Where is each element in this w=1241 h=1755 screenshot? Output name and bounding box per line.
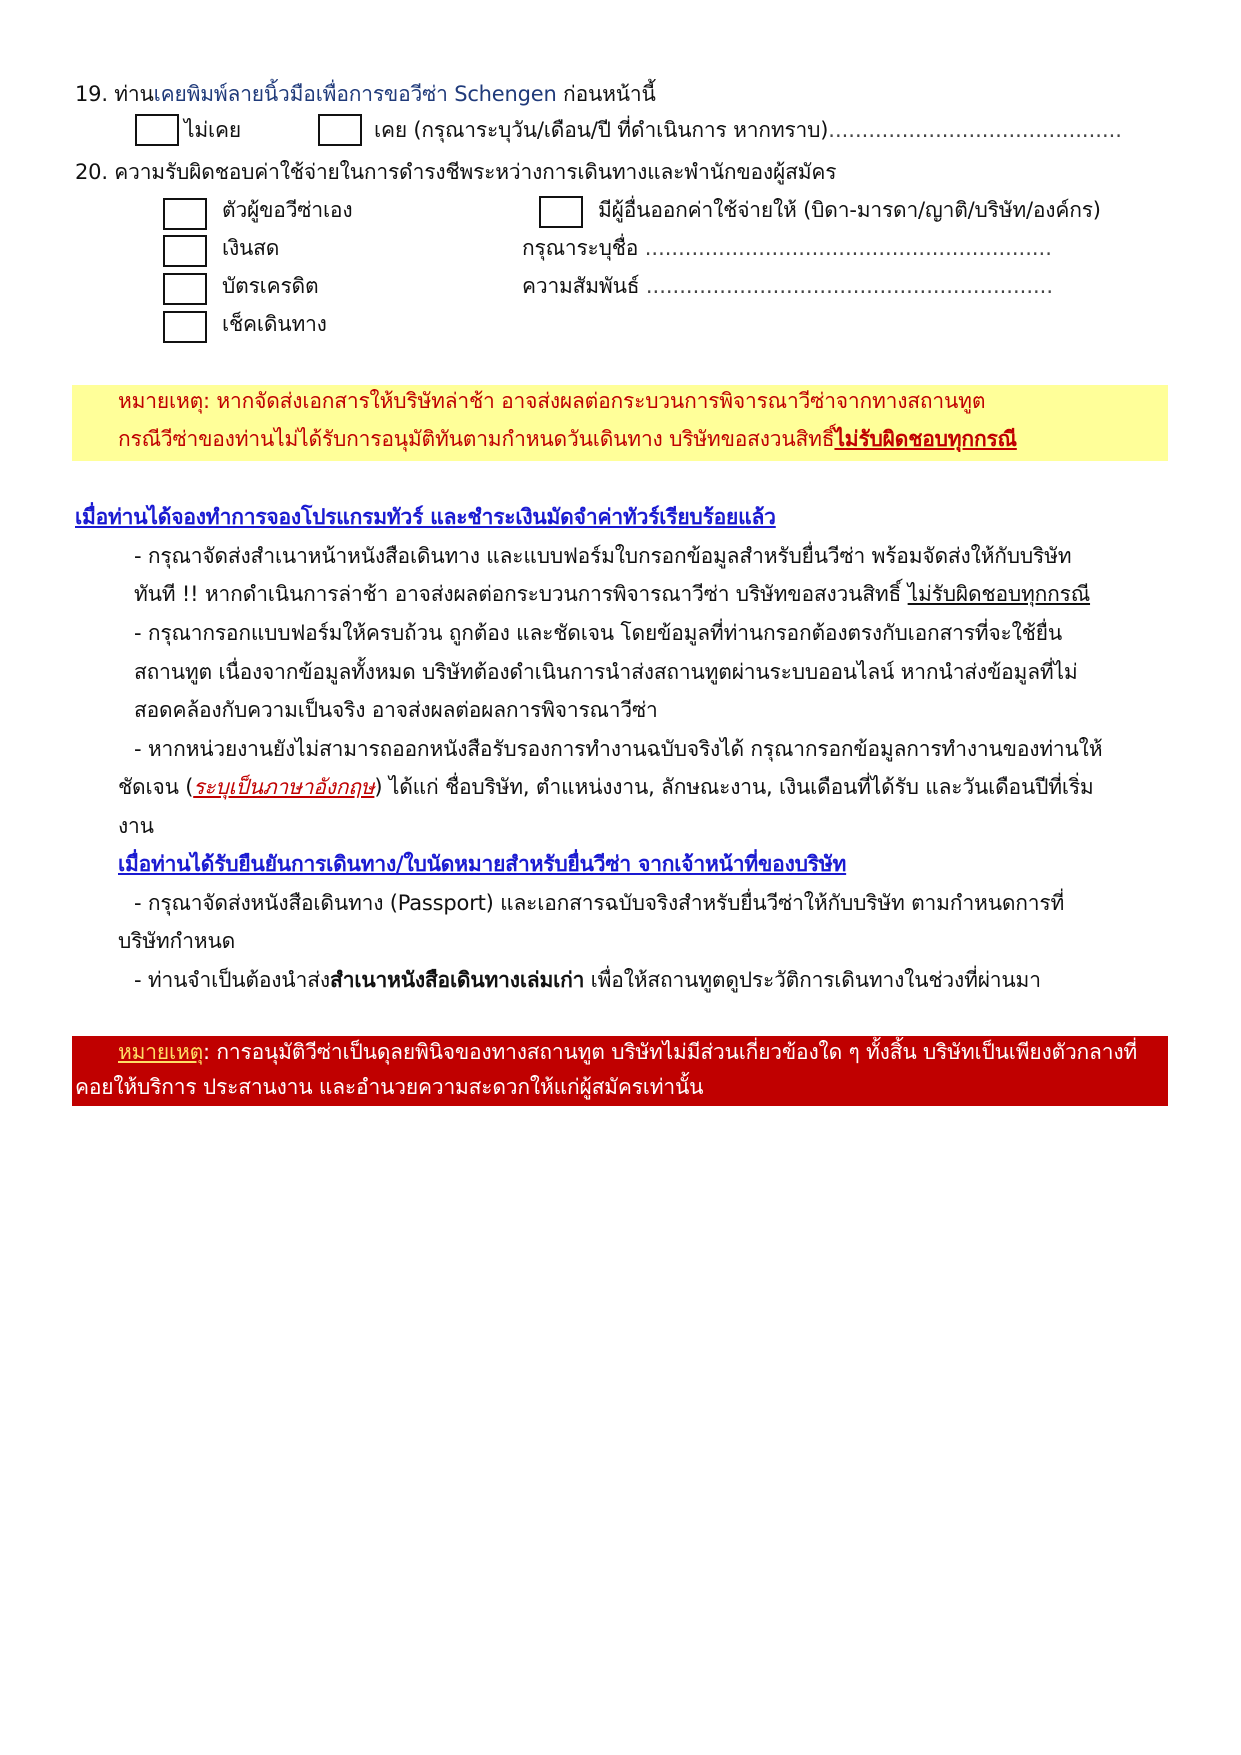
section1-bullet2-line3: สอดคล้องกับความเป็นจริง อาจส่งผลต่อผลการพิจารณาวีซ่า	[134, 698, 658, 722]
q20-credit-label: บัตรเครดิต	[222, 274, 319, 298]
section1-heading[interactable]: เมื่อท่านได้จองทำการจองโปรแกรมทัวร์ และชำระเงินมัดจำค่าทัวร์เรียบร้อยแล้ว	[75, 505, 776, 529]
q20-name-row	[522, 230, 1052, 266]
q20-self-label: ตัวผู้ขอวีซ่าเอง	[222, 198, 353, 222]
q20-name-label: กรุณาระบุชื่อ	[522, 236, 639, 260]
note2-label: หมายเหตุ	[118, 1040, 204, 1064]
q19-prefix: 19. ท่าน	[75, 82, 154, 106]
section1-bullet3-line3: งาน	[118, 814, 154, 838]
q20-credit-checkbox[interactable]	[163, 273, 207, 305]
note2-line1	[118, 1034, 1137, 1070]
q19-ever-checkbox[interactable]	[318, 114, 362, 146]
q20-cheque-checkbox[interactable]	[163, 311, 207, 343]
section1-bullet1-line2	[134, 576, 1090, 612]
note2-line1-text: : การอนุมัติวีซ่าเป็นดุลยพินิจของทางสถานทูต บริษัทไม่มีส่วนเกี่ยวข้องใด ๆ ทั้งสิ้น บริษัทเป็นเพียงตัวกลางที่	[203, 1040, 1138, 1064]
section2-old-passport: สำเนาหนังสือเดินทางเล่มเก่า	[329, 968, 585, 992]
section1-bullet1-text: ทันที !! หากดำเนินการล่าช้า อาจส่งผลต่อกระบวนการพิจารณาวีซ่า บริษัทขอสงวนสิทธิ์	[134, 582, 908, 606]
note1-line1: หมายเหตุ: หากจัดส่งเอกสารให้บริษัทล่าช้า อาจส่งผลต่อกระบวนการพิจารณาวีซ่าจากทางสถานทูต	[118, 389, 986, 413]
section1-bullet3-line2	[118, 769, 1094, 805]
note1-line2-text: กรณีวีซ่าของท่านไม่ได้รับการอนุมัติทันตามกำหนดวันเดินทาง บริษัทขอสงวนสิทธิ์	[118, 427, 835, 451]
section1-bullet3-suffix: ) ได้แก่ ชื่อบริษัท, ตำแหน่งงาน, ลักษณะงาน, เงินเดือนที่ได้รับ และวันเดือนปีที่เริ่ม	[374, 775, 1094, 799]
q20-cheque-label: เช็คเดินทาง	[222, 312, 327, 336]
section2-bullet1-line2: บริษัทกำหนด	[118, 929, 236, 953]
q20-relation-label: ความสัมพันธ์	[522, 274, 640, 298]
section2-bullet2-prefix: - ท่านจำเป็นต้องนำส่ง	[134, 968, 330, 992]
q20-self-checkbox[interactable]	[163, 198, 207, 230]
section2-bullet2	[134, 962, 1041, 998]
section1-bullet1-line1: - กรุณาจัดส่งสำเนาหน้าหนังสือเดินทาง และแบบฟอร์มใบกรอกข้อมูลสำหรับยื่นวีซ่า พร้อมจัดส่งให้กับบริษัท	[134, 544, 1072, 568]
section1-no-liability: ไม่รับผิดชอบทุกกรณี	[907, 582, 1091, 606]
q20-other-checkbox[interactable]	[539, 196, 583, 228]
note1-no-liability: ไม่รับผิดชอบทุกกรณี	[834, 427, 1017, 451]
q20-cash-checkbox[interactable]	[163, 235, 207, 267]
q20-relation-row	[522, 268, 1053, 304]
q20-cash-label: เงินสด	[222, 236, 280, 260]
q19-ever-label: เคย (กรุณาระบุวัน/เดือน/ปี ที่ดำเนินการ หากทราบ)	[374, 118, 829, 142]
q19-question	[75, 76, 656, 112]
q19-date-field[interactable]: ............................................	[828, 118, 1122, 142]
q20-other-label: มีผู้อื่นออกค่าใช้จ่ายให้ (บิดา-มารดา/ญาติ/บริษัท/องค์กร)	[598, 198, 1101, 222]
note2-line2: คอยให้บริการ ประสานงาน และอำนวยความสะดวกให้แก่ผู้สมัครเท่านั้น	[75, 1075, 704, 1099]
section1-bullet2-line2: สถานทูต เนื่องจากข้อมูลทั้งหมด บริษัทต้องดำเนินการนำส่งสถานทูตผ่านระบบออนไลน์ หากนำส่งข้อมูลที่ไม่	[134, 660, 1078, 684]
q19-highlight: เคยพิมพ์ลายนิ้วมือเพื่อการขอวีซ่า Schengen	[153, 82, 557, 106]
section1-bullet2-line1: - กรุณากรอกแบบฟอร์มให้ครบถ้วน ถูกต้อง และชัดเจน โดยข้อมูลที่ท่านกรอกต้องตรงกับเอกสารที่จะใช้ยื่น	[134, 621, 1062, 645]
q20-name-field[interactable]: .............................................................	[644, 236, 1052, 260]
section2-bullet1-line1: - กรุณาจัดส่งหนังสือเดินทาง (Passport) และเอกสารฉบับจริงสำหรับยื่นวีซ่าให้กับบริษัท ตามกำหนดการที่	[134, 891, 1065, 915]
note1-line2	[118, 421, 1017, 457]
q19-never-label: ไม่เคย	[184, 118, 241, 142]
section2-heading[interactable]: เมื่อท่านได้รับยืนยันการเดินทาง/ใบนัดหมายสำหรับยื่นวีซ่า จากเจ้าหน้าที่ของบริษัท	[118, 852, 847, 876]
q19-suffix: ก่อนหน้านี้	[556, 82, 656, 106]
q20-relation-field[interactable]: .............................................................	[645, 274, 1054, 298]
section1-english-note: ระบุเป็นภาษาอังกฤษ	[193, 775, 375, 799]
section1-bullet3-prefix: ชัดเจน (	[118, 775, 194, 799]
q19-ever-option	[374, 112, 1122, 148]
section1-bullet3-line1: - หากหน่วยงานยังไม่สามารถออกหนังสือรับรองการทำงานฉบับจริงได้ กรุณากรอกข้อมูลการทำงานของท่านให้	[134, 737, 1103, 761]
section2-bullet2-suffix: เพื่อให้สถานทูตดูประวัติการเดินทางในช่วงที่ผ่านมา	[584, 968, 1041, 992]
q19-never-checkbox[interactable]	[135, 114, 179, 146]
q20-question: 20. ความรับผิดชอบค่าใช้จ่ายในการดำรงชีพระหว่างการเดินทางและพำนักของผู้สมัคร	[75, 160, 837, 184]
